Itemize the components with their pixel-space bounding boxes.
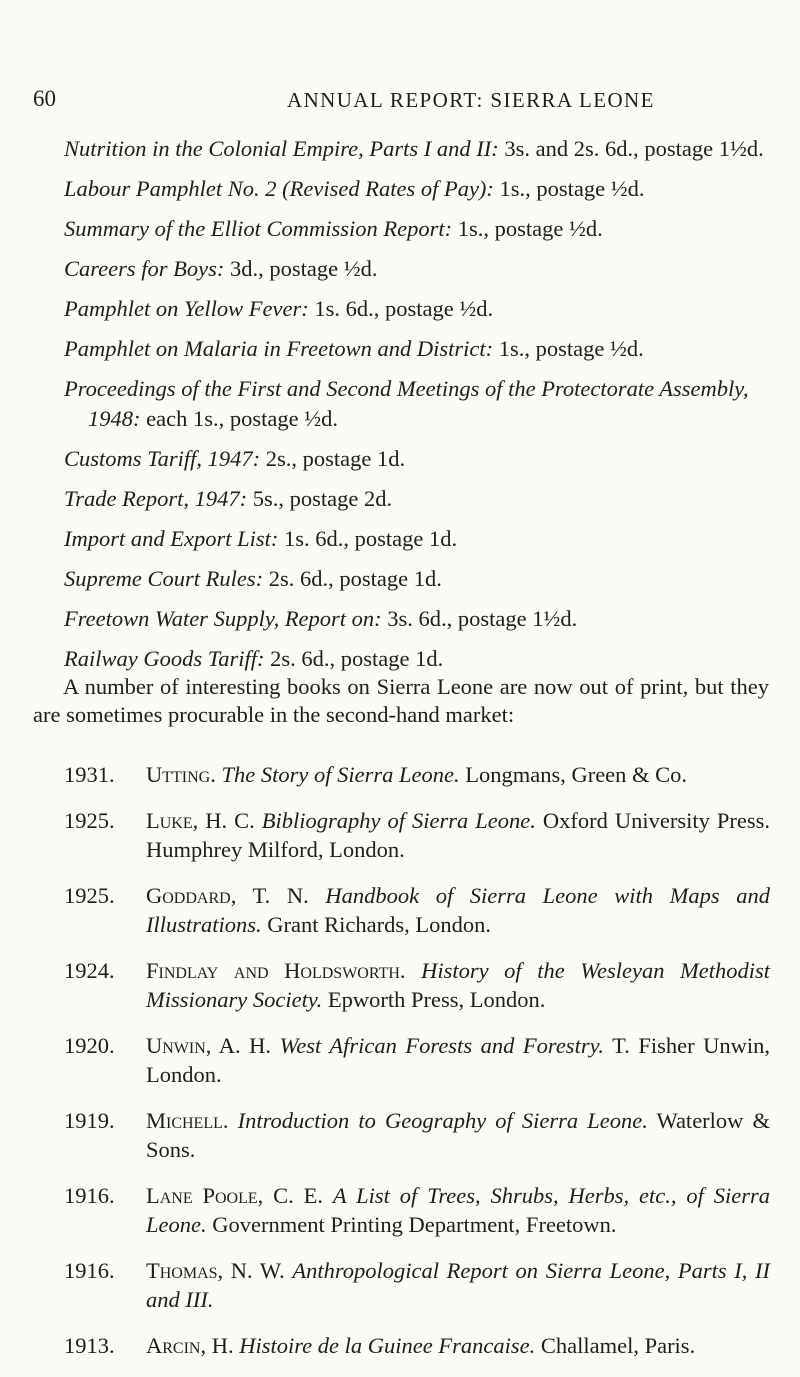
book-year: 1925.	[64, 808, 115, 833]
book-title: Histoire de la Guinee Francaise.	[239, 1333, 536, 1358]
publication-price: 1s. 6d., postage 1d.	[278, 526, 458, 551]
book-author: Michell.	[146, 1108, 229, 1133]
publication-title: Freetown Water Supply, Report on:	[64, 606, 382, 631]
bibliography-entry	[64, 1031, 770, 1089]
publication-price: 3s. and 2s. 6d., postage 1½d.	[498, 136, 764, 161]
publication-title: Import and Export List:	[64, 526, 279, 551]
book-year: 1931.	[64, 762, 115, 787]
publication-price: 5s., postage 2d.	[247, 486, 393, 511]
publication-price: 2s., postage 1d.	[260, 446, 406, 471]
book-publisher: T. Fisher Unwin, London.	[146, 1033, 771, 1087]
publications-list	[64, 134, 764, 684]
publication-title: Customs Tariff, 1947:	[64, 446, 261, 471]
book-title: Handbook of Sierra Leone with Maps and Illustrations.	[146, 883, 771, 937]
book-citation	[146, 956, 770, 1014]
publication-entry	[64, 134, 764, 164]
book-title: Introduction to Geography of Sierra Leone.	[237, 1108, 648, 1133]
bibliography-entry	[64, 1181, 770, 1239]
page-number: 60	[33, 86, 56, 111]
book-publisher: Government Printing Department, Freetown.	[212, 1212, 617, 1237]
bibliography-entry	[64, 1256, 770, 1314]
publication-entry	[64, 294, 764, 324]
book-title: Anthropological Report on Sierra Leone, Parts I, II and III.	[146, 1258, 771, 1312]
bibliography-entry	[64, 1331, 770, 1360]
bibliography-entry	[64, 956, 770, 1014]
publication-price: 2s. 6d., postage 1d.	[264, 646, 444, 671]
book-citation	[146, 1031, 770, 1089]
publication-price: each 1s., postage ½d.	[140, 406, 338, 431]
book-author: Utting.	[146, 762, 216, 787]
publication-price: 1s., postage ½d.	[452, 216, 603, 241]
book-author: Luke, H. C.	[146, 808, 255, 833]
book-citation	[146, 1181, 770, 1239]
publication-entry	[64, 174, 764, 204]
publication-entry	[64, 604, 764, 634]
book-citation	[146, 760, 770, 789]
publication-price: 1s., postage ½d.	[493, 336, 644, 361]
book-year: 1925.	[64, 883, 115, 908]
book-title: West African Forests and Forestry.	[279, 1033, 604, 1058]
publication-entry	[64, 564, 764, 594]
running-head: ANNUAL REPORT: SIERRA LEONE	[287, 88, 655, 112]
publication-title: Supreme Court Rules:	[64, 566, 264, 591]
book-publisher: Grant Richards, London.	[267, 912, 491, 937]
book-year: 1919.	[64, 1108, 115, 1133]
publication-title: Pamphlet on Malaria in Freetown and District:	[64, 336, 494, 361]
book-citation	[146, 881, 770, 939]
publication-title: Railway Goods Tariff:	[64, 646, 265, 671]
book-publisher: Epworth Press, London.	[327, 987, 546, 1012]
book-year: 1920.	[64, 1033, 115, 1058]
publication-entry	[64, 254, 764, 284]
book-citation	[146, 1256, 770, 1314]
publication-entry	[64, 524, 764, 554]
book-title: Bibliography of Sierra Leone.	[261, 808, 536, 833]
bibliography-list	[64, 760, 770, 1377]
book-title: The Story of Sierra Leone.	[221, 762, 460, 787]
book-citation	[146, 1106, 770, 1164]
publication-title: Proceedings of the First and Second Meetings of the Protectorate Assembly, 1948:	[64, 376, 749, 431]
intro-paragraph: A number of interesting books on Sierra Leone are now out of print, but they are sometimes procurable in the second-hand market:	[33, 674, 769, 727]
book-citation	[146, 1331, 770, 1360]
book-year: 1916.	[64, 1183, 115, 1208]
book-year: 1916.	[64, 1258, 115, 1283]
bibliography-entry	[64, 806, 770, 864]
publication-entry	[64, 484, 764, 514]
book-author: Arcin, H.	[146, 1333, 234, 1358]
book-title: A List of Trees, Shrubs, Herbs, etc., of Sierra Leone.	[146, 1183, 770, 1237]
bibliography-entry	[64, 760, 770, 789]
book-publisher: Longmans, Green & Co.	[465, 762, 688, 787]
publication-entry	[64, 214, 764, 244]
book-author: Lane Poole, C. E.	[146, 1183, 324, 1208]
publication-entry	[64, 444, 764, 474]
publication-title: Summary of the Elliot Commission Report:	[64, 216, 453, 241]
publication-entry	[64, 334, 764, 364]
publication-price: 3d., postage ½d.	[224, 256, 378, 281]
book-publisher: Oxford University Press. Humphrey Milford, London.	[146, 808, 771, 862]
publication-title: Nutrition in the Colonial Empire, Parts I and II:	[64, 136, 499, 161]
book-citation	[146, 806, 770, 864]
book-year: 1924.	[64, 958, 115, 983]
book-title: History of the Wesleyan Methodist Missionary Society.	[146, 958, 771, 1012]
bibliography-entry	[64, 1106, 770, 1164]
publication-title: Pamphlet on Yellow Fever:	[64, 296, 309, 321]
book-author: Unwin, A. H.	[146, 1033, 272, 1058]
publication-price: 2s. 6d., postage 1d.	[263, 566, 442, 591]
bibliography-entry	[64, 881, 770, 939]
publication-title: Labour Pamphlet No. 2 (Revised Rates of Pay):	[64, 176, 494, 201]
book-publisher: Challamel, Paris.	[540, 1333, 696, 1358]
publication-title: Trade Report, 1947:	[64, 486, 248, 511]
book-publisher: Waterlow & Sons.	[146, 1108, 771, 1162]
publication-price: 1s. 6d., postage ½d.	[308, 296, 494, 321]
publication-price: 1s., postage ½d.	[493, 176, 645, 201]
publication-entry	[64, 644, 764, 674]
publication-title: Careers for Boys:	[64, 256, 225, 281]
book-author: Thomas, N. W.	[146, 1258, 285, 1283]
publication-price: 3s. 6d., postage 1½d.	[381, 606, 578, 631]
book-author: Findlay and Holdsworth.	[146, 958, 406, 983]
book-author: Goddard, T. N.	[146, 883, 309, 908]
book-year: 1913.	[64, 1333, 115, 1358]
publication-entry	[64, 374, 764, 434]
